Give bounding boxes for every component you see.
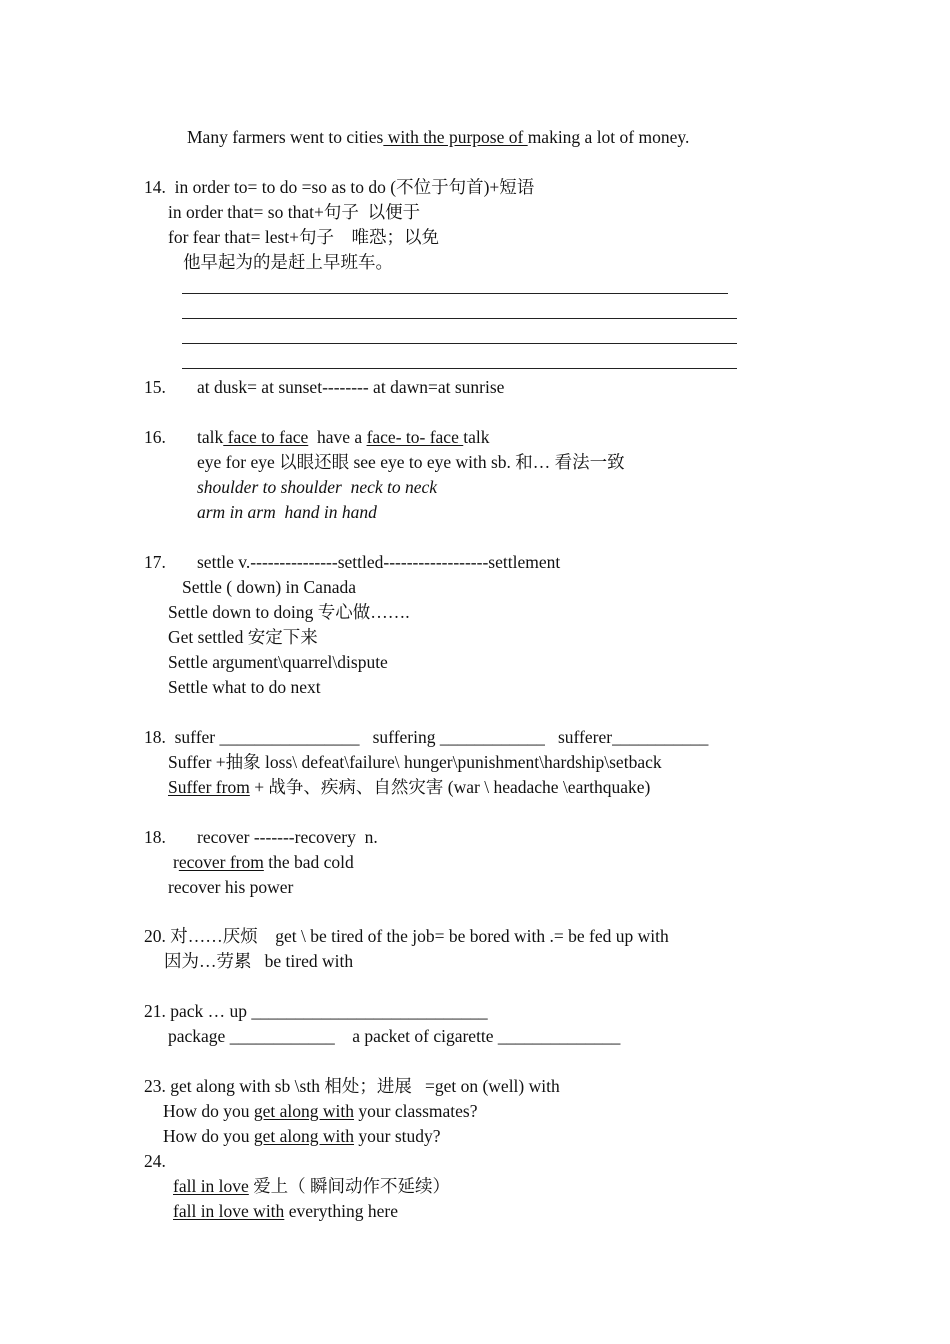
s18b-line-3: recover his power [168,877,294,897]
s16-talk-end: talk [463,427,490,447]
s24-line-1 [173,1175,450,1197]
s20-line-2: 因为…劳累 be tired with [164,951,354,971]
s16-face-to-face-adj: face- to- face [366,427,464,447]
s16-line-4: arm in arm hand in hand [197,502,377,522]
answer-line-1 [182,293,728,294]
s14-line-2: in order that= so that+句子 以便于 [168,202,421,222]
s18b-line-2-rest: the bad cold [263,852,354,872]
s14-line-3: for fear that= lest+句子 唯恐；以免 [168,227,440,247]
s16-number: 16. [144,427,166,447]
s17-number: 17. [144,552,166,572]
intro-sentence [187,126,689,148]
intro-text-pre: Many farmers went to cities [187,127,384,147]
s16-line-1 [197,426,489,448]
s21-line-2: package ____________ a packet of cigarette ______________ [168,1026,621,1046]
s17-line-1: settle v.---------------settled------------------settlement [197,552,561,572]
s17-line-6: Settle what to do next [168,677,321,697]
s18a-line-2: Suffer +抽象 loss\ defeat\failure\ hunger\punishment\hardship\setback [168,752,662,772]
s15-text: at dusk= at sunset-------- at dawn=at sunrise [197,377,505,397]
s24-line-2-rest: everything here [284,1201,399,1221]
s16-line-3: shoulder to shoulder neck to neck [197,477,438,497]
s18b-recover-from: ecover from [178,852,264,872]
s24-line-1-rest: 爱上（ 瞬间动作不延续） [248,1176,451,1196]
s14-line-1: 14. in order to= to do =so as to do (不位于句首)+短语 [144,177,535,197]
s24-number: 24. [144,1151,166,1171]
answer-line-4 [182,368,737,369]
s18b-r: r [173,852,179,872]
s18a-line-1: 18. suffer ________________ suffering ____________ sufferer___________ [144,727,709,747]
s18b-line-2 [173,851,354,873]
s23-line-3 [163,1125,441,1147]
s14-line-4: 他早起为的是赶上早班车。 [183,252,393,272]
s16-line-2: eye for eye 以眼还眼 see eye to eye with sb. 和… 看法一致 [197,452,625,472]
s18a-line-3 [168,776,650,798]
intro-text-underlined: with the purpose of [383,127,528,147]
s24-line-2 [173,1200,398,1222]
s17-line-5: Settle argument\quarrel\dispute [168,652,388,672]
s18a-line-3-rest: + 战争、疾病、自然灾害 (war \ headache \earthquake) [249,777,651,797]
s20-line-1: 20. 对……厌烦 get \ be tired of the job= be bored with .= be fed up with [144,926,669,946]
s24-fall-in-love-with: fall in love with [173,1201,285,1221]
s23-line-1: 23. get along with sb \sth 相处；进展 =get on (well) with [144,1076,560,1096]
answer-line-3 [182,343,737,344]
answer-line-2 [182,318,737,319]
s17-line-4: Get settled 安定下来 [168,627,318,647]
s16-talk: talk [197,427,224,447]
intro-text-post: making a lot of money. [527,127,690,147]
s21-line-1: 21. pack … up ___________________________ [144,1001,488,1021]
s23-line-2-pre: How do you [163,1101,254,1121]
s17-line-3: Settle down to doing 专心做……. [168,602,410,622]
s18b-line-1: recover -------recovery n. [197,827,378,847]
s23-get-along-with-1: get along with [253,1101,355,1121]
s16-face-to-face: face to face [223,427,309,447]
s18a-suffer-from: Suffer from [168,777,250,797]
s17-line-2: Settle ( down) in Canada [182,577,356,597]
s24-fall-in-love: fall in love [173,1176,249,1196]
s16-have-a: have a [308,427,367,447]
s23-line-3-pre: How do you [163,1126,254,1146]
s15-number: 15. [144,377,166,397]
s23-line-2 [163,1100,477,1122]
s23-line-3-post: your study? [354,1126,441,1146]
s18b-number: 18. [144,827,166,847]
s23-get-along-with-2: get along with [253,1126,355,1146]
s23-line-2-post: your classmates? [354,1101,478,1121]
